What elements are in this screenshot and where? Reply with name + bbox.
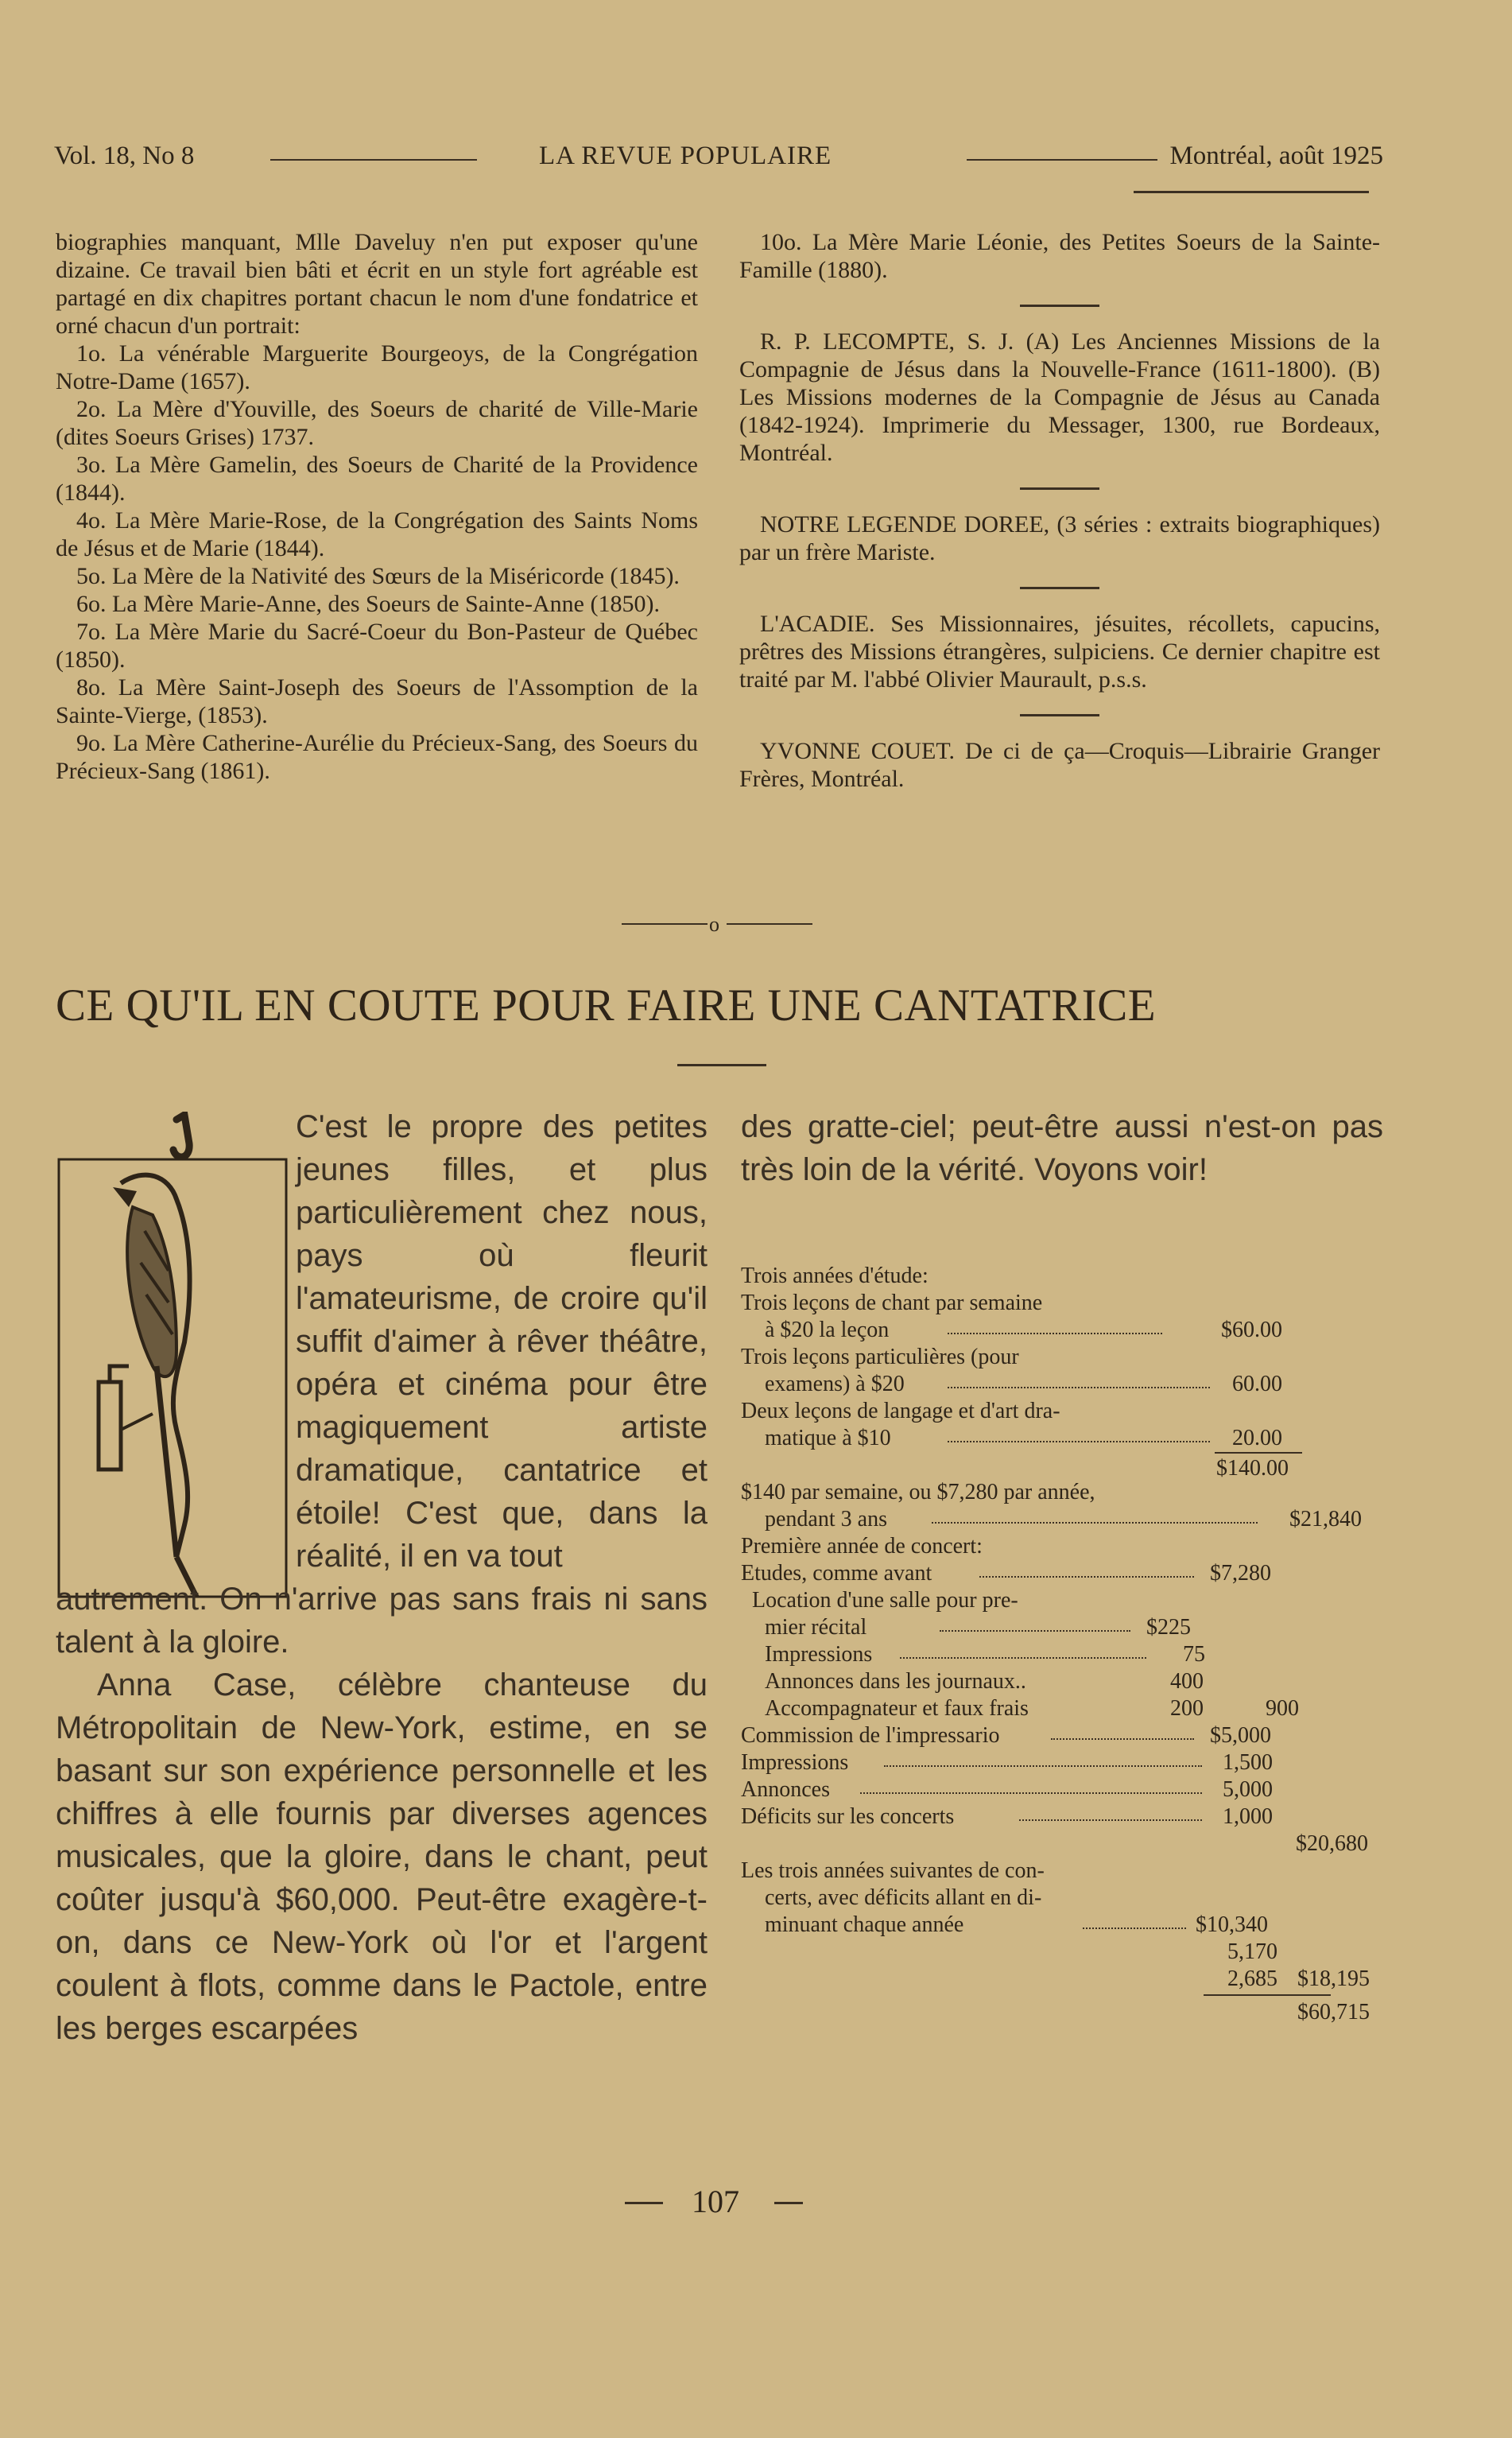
subtotal-amount: $20,680 [1296,1831,1368,1856]
table-row [741,1263,1383,1290]
cost-label: examens) à $20 [765,1372,905,1396]
table-row [741,1452,1383,1479]
leader-dots [1051,1722,1194,1740]
cost-label: Accompagnateur et faux frais [765,1696,1029,1721]
cost-label: Trois leçons de chant par semaine [741,1291,1043,1315]
headline-rule [677,1064,766,1066]
cost-label: à $20 la leçon [765,1318,890,1342]
cost-amount: $18,195 [1297,1966,1370,1991]
list-item: 2o. La Mère d'Youville, des Soeurs de charité de Ville-Marie (dites Soeurs Grises) 1737. [56,396,698,450]
page-number-value: 107 [692,2184,739,2219]
book-entry: YVONNE COUET. De ci de ça—Croquis—Librairie Granger Frères, Montréal. [739,738,1380,792]
table-row [741,1560,1383,1587]
cost-amount: 400 [1170,1669,1204,1694]
leader-dots [940,1614,1130,1632]
cost-amount: $5,000 [1210,1723,1271,1748]
page-number-dash [774,2202,803,2204]
page-number-dash [625,2202,663,2204]
table-row [741,1695,1383,1722]
list-item: 8o. La Mère Saint-Joseph des Soeurs de l'Assomption de la Sainte-Vierge, (1853). [56,674,698,728]
list-item: 6o. La Mère Marie-Anne, des Soeurs de Sainte-Anne (1850). [76,591,660,617]
intro-paragraph: biographies manquant, Mlle Daveluy n'en put exposer qu'une dizaine. Ce travail bien bâti et écrit en un style fort agréable est partagé en dix chapitres portant chacun le nom d'une fondatrice et orné chacun d'un portrait: [56,229,698,339]
header-dash-left [270,159,477,161]
cost-amount: 200 [1170,1696,1204,1721]
cost-amount: $7,280 [1210,1561,1271,1586]
cost-label: Commission de l'impressario [741,1723,1000,1748]
volume-number: Vol. 18, No 8 [54,142,195,170]
table-row [741,1479,1383,1506]
table-row [741,1614,1383,1641]
cost-amount: 1,000 [1223,1804,1273,1829]
table-row [741,1398,1383,1425]
table-row [741,1506,1383,1533]
sum-rule [1215,1452,1302,1454]
cost-label: Location d'une salle pour pre- [752,1588,1018,1613]
article-left [56,1105,708,2050]
leader-dots [948,1317,1162,1334]
cost-table [741,1263,1383,2025]
cost-label: Déficits sur les concerts [741,1804,955,1829]
sum-rule [1204,1994,1331,1996]
table-row [741,1587,1383,1614]
article-paragraph: autrement. On n'arrive pas sans frais ni sans talent à la gloire. [56,1582,708,1660]
article-headline: CE QU'IL EN COUTE POUR FAIRE UNE CANTATRICE [56,980,1157,1031]
article-paragraph: des gratte-ciel; peut-être aussi n'est-on pas très loin de la vérité. Voyons voir! [741,1109,1383,1187]
leader-dots [860,1776,1202,1794]
article-right [741,1105,1383,1191]
left-column [56,228,698,785]
table-row [741,1830,1383,1858]
table-row [741,1776,1383,1803]
leader-dots [948,1371,1210,1388]
list-item: 1o. La vénérable Marguerite Bourgeoys, de la Congrégation Notre-Dame (1657). [56,340,698,394]
running-header [54,142,1383,177]
table-row [741,1668,1383,1695]
cost-label: Deux leçons de langage et d'art dra- [741,1399,1060,1423]
short-rule [1020,305,1099,307]
table-row [741,1290,1383,1317]
cost-label: Impressions [765,1642,873,1667]
cost-label: Première année de concert: [741,1534,983,1559]
cost-amount: $10,340 [1196,1912,1268,1937]
cost-amount: 1,500 [1223,1750,1273,1775]
table-row [741,1993,1383,2025]
header-dash-right [967,159,1157,161]
table-row [741,1425,1383,1452]
cost-label: Les trois années suivantes de con- [741,1858,1045,1883]
cost-label: Impressions [741,1750,849,1775]
short-rule [1020,714,1099,716]
table-row [741,1966,1383,1993]
right-column [739,228,1380,793]
cost-label: matique à $10 [765,1426,891,1450]
article-paragraph: Anna Case, célèbre chanteuse du Métropolitain de New-York, estime, en se basant sur son expérience personnelle et les chiffres à elle fournis par diverses agences musicales, que la gloire, dans le chant, peut coûter jusqu'à $60,000. Peut-être exagère-t-on, dans ce New-York où l'or et l'argent coulent à flots, comme dans le Pactole, entre les berges escarpées [56,1667,708,2046]
cost-label: Annonces dans les journaux.. [765,1669,1026,1694]
table-row [741,1722,1383,1749]
cost-label: certs, avec déficits allant en di- [765,1885,1042,1910]
leader-dots [884,1749,1202,1767]
cost-amount: 75 [1183,1642,1205,1667]
section-separator [622,913,812,937]
table-row [741,1533,1383,1560]
book-entry: L'ACADIE. Ses Missionnaires, jésuites, récollets, capucins, prêtres des Missions étrangères, sulpiciens. Ce dernier chapitre est traité par M. l'abbé Olivier Maurault, p.s.s. [739,611,1380,693]
table-row [741,1939,1383,1966]
list-item: 9o. La Mère Catherine-Aurélie du Précieux-Sang, des Soeurs du Précieux-Sang (1861). [56,730,698,784]
issue-date: Montréal, août 1925 [1169,142,1383,170]
separator-line [727,923,812,925]
short-rule [1020,587,1099,589]
table-row [741,1749,1383,1776]
table-row [741,1641,1383,1668]
book-entry: R. P. LECOMPTE, S. J. (A) Les Anciennes Missions de la Compagnie de Jésus dans la Nouvelle-France (1611-1800). (B) Les Missions modernes de la Compagnie de Jésus au Canada (1842-1924). Imprimerie du Messager, 1300, rue Bordeaux, Montréal. [739,328,1380,466]
cost-label: mier récital [765,1615,867,1640]
list-item: 5o. La Mère de la Nativité des Sœurs de la Miséricorde (1845). [76,563,680,589]
cost-amount: 20.00 [1232,1426,1282,1450]
magazine-title: LA REVUE POPULAIRE [539,142,832,170]
article-paragraph: C'est le propre des petites jeunes filles, et plus particulièrement chez nous, pays où fleurit l'amateurisme, de croire qu'il suffit d'aimer à rêver théâtre, opéra et cinéma pour être magiquement artiste dramatique, cantatrice et étoile! C'est que, dans la réalité, il en va tout [296,1109,708,1574]
separator-line [622,923,708,925]
grand-total: $60,715 [1297,2000,1370,2025]
cost-label: Annonces [741,1777,830,1802]
table-row [741,1858,1383,1885]
list-item: 10o. La Mère Marie Léonie, des Petites Soeurs de la Sainte-Famille (1880). [739,229,1380,283]
table-row [741,1371,1383,1398]
cost-amount: $60.00 [1221,1318,1282,1342]
cost-amount: 60.00 [1232,1372,1282,1396]
subtotal-amount: $140.00 [1216,1456,1289,1481]
table-row [741,1912,1383,1939]
leader-dots [932,1506,1258,1524]
list-item: 4o. La Mère Marie-Rose, de la Congrégation des Saints Noms de Jésus et de Marie (1844). [56,507,698,561]
leader-dots [900,1641,1146,1659]
short-rule [1020,487,1099,490]
cost-label: pendant 3 ans [765,1507,887,1532]
cost-amount: $225 [1146,1615,1191,1640]
leader-dots [1083,1912,1186,1929]
table-row [741,1344,1383,1371]
table-row [741,1885,1383,1912]
list-item: 3o. La Mère Gamelin, des Soeurs de Charité de la Providence (1844). [56,452,698,506]
cost-amount: 5,170 [1227,1939,1277,1964]
cost-amount: 2,685 [1227,1966,1277,1991]
leader-dots [1019,1803,1202,1821]
cost-label: Etudes, comme avant [741,1561,932,1586]
leader-dots [948,1425,1210,1442]
header-rule [1134,191,1369,193]
cost-amount: 900 [1266,1696,1299,1721]
table-row [741,1317,1383,1344]
book-entry: NOTRE LEGENDE DOREE, (3 séries : extraits biographiques) par un frère Mariste. [739,511,1380,565]
table-row [741,1803,1383,1830]
leader-dots [979,1560,1194,1578]
cost-label: Trois leçons particulières (pour [741,1345,1019,1369]
cost-amount: $21,840 [1289,1507,1362,1532]
separator-mark: o [709,913,719,936]
cost-label: minuant chaque année [765,1912,964,1937]
cost-label: $140 par semaine, ou $7,280 par année, [741,1480,1095,1504]
cost-heading: Trois années d'étude: [741,1264,929,1288]
list-item: 7o. La Mère Marie du Sacré-Coeur du Bon-Pasteur de Québec (1850). [56,619,698,673]
cost-amount: 5,000 [1223,1777,1273,1802]
